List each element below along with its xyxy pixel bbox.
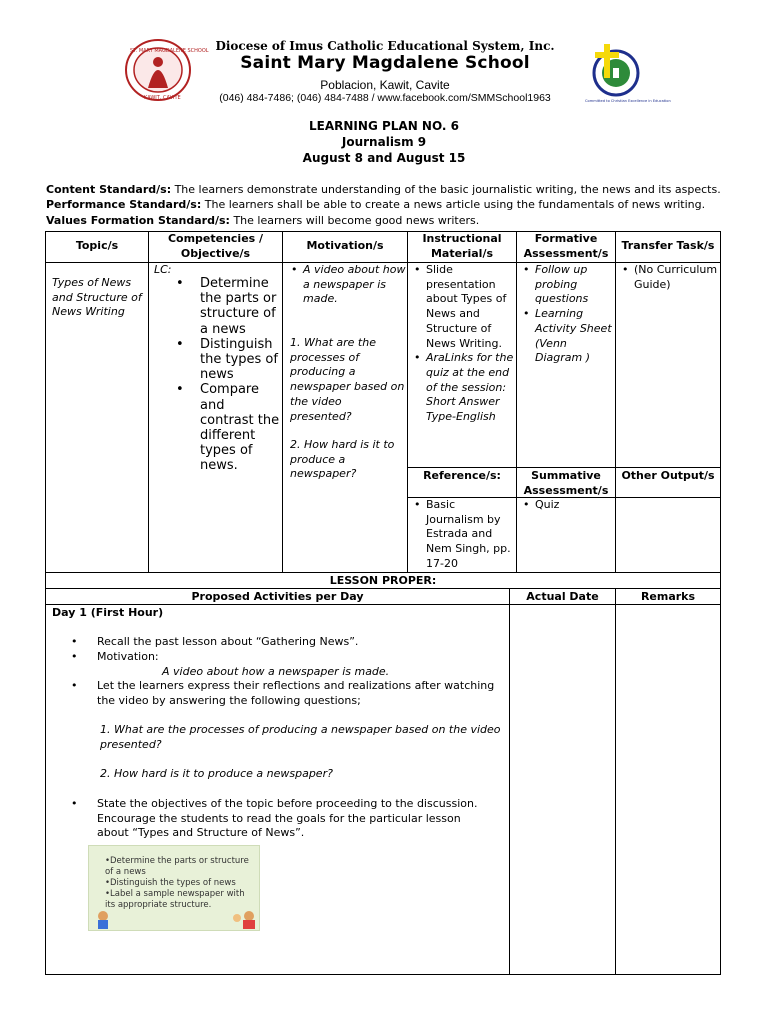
deceis-logo (585, 42, 671, 104)
values-standard (46, 214, 479, 227)
motivation-subtext: A video about how a newspaper is made. (162, 665, 390, 678)
competency-item: • Determine the parts or structure of a news (176, 276, 280, 337)
header-other-output: Other Output/s (621, 469, 715, 482)
performance-standard-text: The learners shall be able to create a news article using the fundamentals of news writing. (201, 198, 706, 211)
formative-list (520, 263, 614, 366)
performance-standard-label: Performance Standard/s: (46, 198, 202, 211)
objectives-slide-image (88, 845, 260, 931)
activity-list (46, 635, 506, 664)
school-name: Saint Mary Magdalene School (240, 53, 530, 73)
plan-title: LEARNING PLAN NO. 6 (309, 119, 459, 133)
content-standard-text: The learners demonstrate understanding of the basic journalistic writing, the news and its aspects. (171, 183, 721, 196)
lc-label: LC: (154, 263, 172, 276)
competencies-list (176, 276, 280, 474)
slide-text (105, 856, 249, 911)
header-competencies: Competencies / Objective/s (167, 232, 264, 260)
motivation-list (288, 263, 406, 307)
formative-item: • Follow up probing questions (520, 263, 614, 307)
values-standard-label: Values Formation Standard/s: (46, 214, 230, 227)
formative-item: • Learning Activity Sheet (Venn Diagram ) (520, 307, 614, 366)
day-label: Day 1 (First Hour) (52, 606, 164, 619)
motivation-question-2: 2. How hard is it to produce a newspaper? (290, 438, 395, 481)
header-proposed-activities: Proposed Activities per Day (191, 590, 364, 603)
lesson-question-2: 2. How hard is it to produce a newspaper? (100, 767, 333, 780)
summative-list (520, 498, 614, 513)
header-formative: Formative Assessment/s (523, 232, 609, 260)
plan-dates: August 8 and August 15 (302, 151, 466, 165)
header-motivation: Motivation/s (306, 239, 384, 252)
instructional-item: • AraLinks for the quiz at the end of the session: Short Answer Type-English (411, 351, 515, 425)
lesson-question-1 (100, 723, 504, 752)
school-contact: (046) 484-7486; (046) 484-7488 / www.facebook.com/SMMSchool1963 (219, 92, 551, 104)
activity-list (46, 679, 506, 708)
header-remarks: Remarks (640, 590, 696, 603)
header-actual-date: Actual Date (526, 590, 599, 603)
instructional-list (411, 263, 515, 425)
slide-line: •Determine the parts or structure (105, 856, 249, 866)
lesson-proper-label: LESSON PROPER: (329, 574, 437, 587)
transfer-list (619, 263, 719, 292)
instructional-item: • Slide presentation about Types of News and Structure of News Writing. (411, 263, 515, 351)
competency-item: • Compare and contrast the different types of news. (176, 382, 280, 473)
activity-item: • State the objectives of the topic before proceeding to the discussion. Encourage the students to read the goals for the particular lesson about “Types and Structure of News”. (46, 797, 494, 841)
reference-list (411, 498, 515, 572)
lesson-question-1-text: 1. What are the processes of producing a newspaper based on the video presented? (100, 723, 501, 751)
summative-item: • Quiz (520, 498, 614, 513)
diocese-name: Diocese of Imus Catholic Educational System, Inc. (215, 39, 555, 53)
slide-line: •Distinguish the types of news (105, 878, 236, 888)
header-topic: Topic/s (75, 239, 119, 252)
school-seal-logo (124, 38, 209, 102)
header-transfer: Transfer Task/s (621, 239, 715, 252)
competency-item: • Distinguish the types of news (176, 337, 280, 383)
values-standard-text: The learners will become good news writers. (229, 214, 480, 227)
header-reference: Reference/s: (423, 469, 501, 482)
seal-text-top: ST. MARY MAGDALENE SCHOOL (130, 48, 209, 54)
topic-cell: Types of News and Structure of News Writing (52, 276, 142, 319)
activity-item: • Let the learners express their reflections and realizations after watching the video by answering the following questions; (46, 679, 506, 708)
motivation-question-1: 1. What are the processes of producing a newspaper based on the video presented? (290, 336, 405, 423)
transfer-item: • (No Curriculum Guide) (619, 263, 719, 292)
slide-line: its appropriate structure. (105, 900, 212, 910)
header-summative: Summative Assessment/s (523, 469, 609, 497)
activity-item: • Motivation: (46, 650, 506, 665)
reference-item: • Basic Journalism by Estrada and Nem Singh, pp. 17-20 (411, 498, 515, 572)
content-standard (46, 183, 721, 196)
seal-text-bottom: KAWIT, CAVITE (144, 95, 181, 101)
activity-item: • Recall the past lesson about “Gathering News”. (46, 635, 506, 650)
plan-subject: Journalism 9 (341, 135, 427, 149)
header-instructional: Instructional Material/s (422, 232, 502, 260)
school-address: Poblacion, Kawit, Cavite (320, 78, 450, 92)
activity-list (46, 797, 494, 841)
motivation-item: • A video about how a newspaper is made. (288, 263, 406, 307)
slide-line: of a news (105, 867, 146, 877)
deceis-caption: Committed to Christian Excellence in Education (585, 99, 671, 103)
slide-line: •Label a sample newspaper with (105, 889, 245, 899)
performance-standard (46, 198, 705, 211)
cartoon-kids-icon (91, 908, 261, 930)
content-standard-label: Content Standard/s: (46, 183, 172, 196)
